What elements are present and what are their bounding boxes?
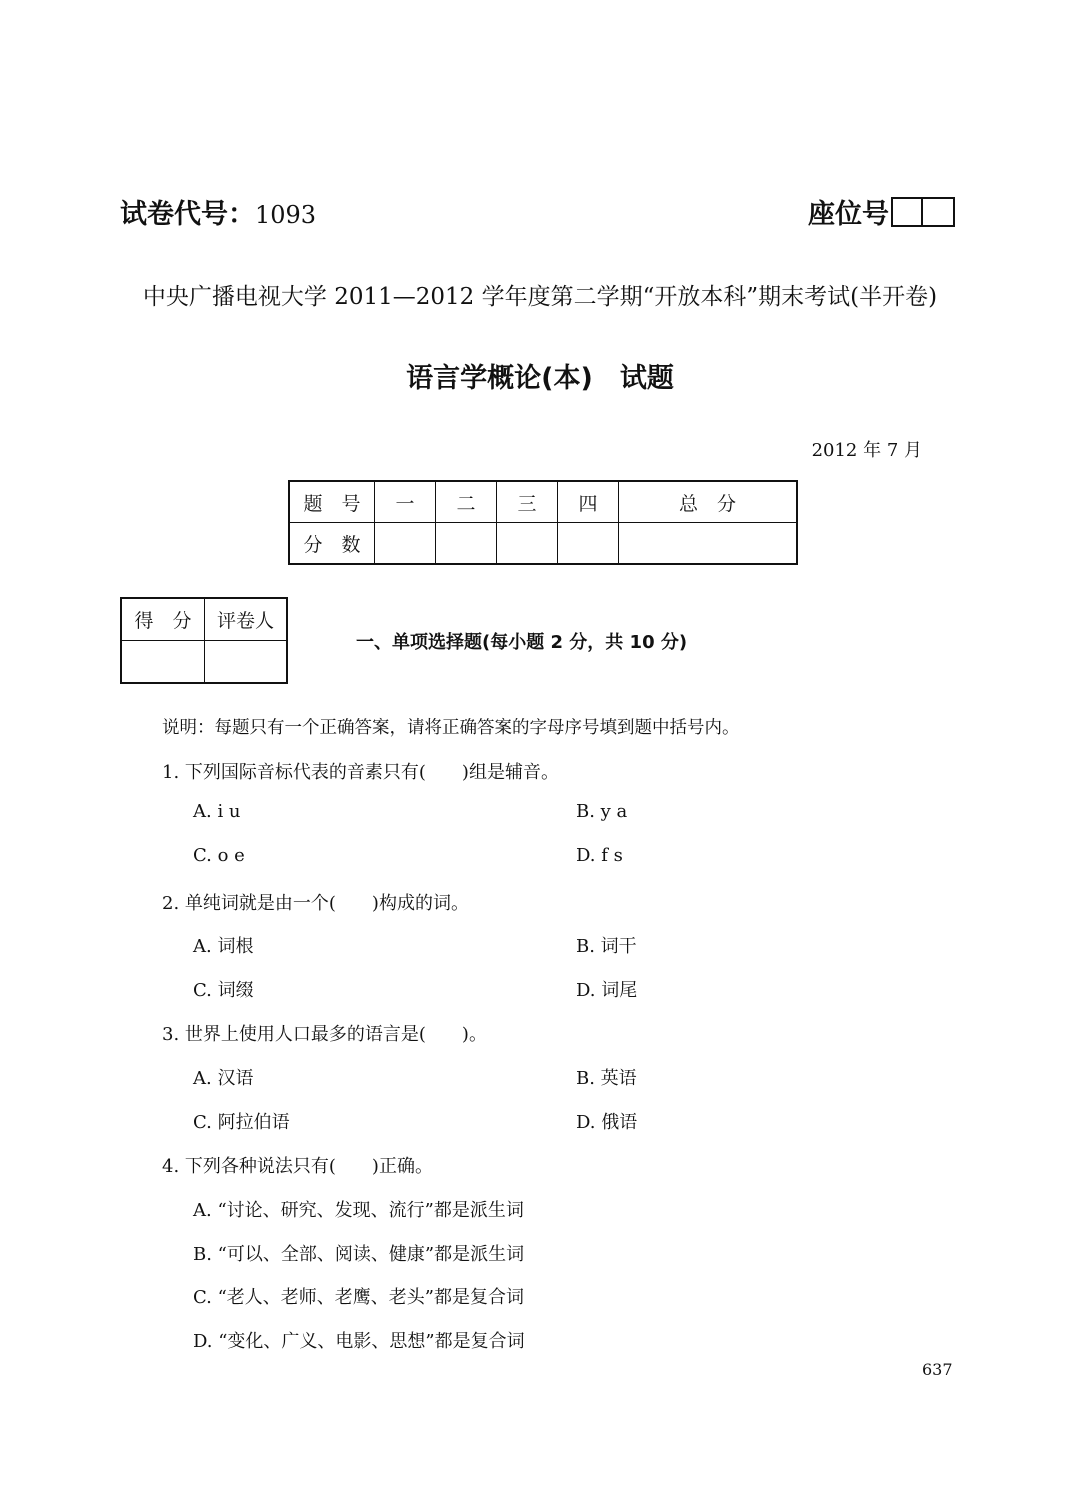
score-table-cell: 一: [375, 481, 436, 523]
option: D. 俄语: [576, 1112, 638, 1133]
score-cell-empty: [375, 523, 436, 565]
option: A. “讨论、研究、发现、流行”都是派生词: [193, 1200, 524, 1221]
question-stem: 2. 单纯词就是由一个( )构成的词。: [162, 893, 469, 914]
instruction: 说明：每题只有一个正确答案，请将正确答案的字母序号填到题中括号内。: [162, 718, 740, 738]
score-table-cell: 四: [558, 481, 619, 523]
score-cell-empty: [619, 523, 797, 565]
score-table-header-row: [289, 481, 797, 523]
exam-date: 2012 年 7 月: [811, 440, 922, 461]
question-stem: 4. 下列各种说法只有( )正确。: [162, 1156, 433, 1177]
question-stem: 1. 下列国际音标代表的音素只有( )组是辅音。: [162, 762, 559, 783]
grader-cell-empty: [121, 641, 204, 684]
seat-label: 座位号: [808, 199, 889, 230]
paper-code-number: 1093: [255, 201, 317, 229]
section-title: 一、单项选择题(每小题 2 分，共 10 分): [356, 632, 688, 653]
grader-cell-empty: [204, 641, 287, 684]
grader-table: [120, 597, 288, 684]
grader-table-empty-row: [121, 641, 287, 684]
seat-number: [808, 192, 955, 231]
option: B. “可以、全部、阅读、健康”都是派生词: [193, 1244, 525, 1265]
subject-title: 语言学概论(本) 试题: [406, 363, 674, 394]
option: D. f s: [576, 845, 623, 866]
score-table-cell: 题 号: [289, 481, 375, 523]
score-table-score-row: [289, 523, 797, 565]
option: B. 英语: [576, 1068, 637, 1089]
paper-code: [120, 192, 316, 231]
option: B. y a: [576, 801, 628, 822]
score-table-cell: 三: [497, 481, 558, 523]
seat-box: [923, 197, 955, 227]
question-stem: 3. 世界上使用人口最多的语言是( )。: [162, 1024, 487, 1045]
option: A. 词根: [193, 936, 254, 957]
score-cell-empty: [497, 523, 558, 565]
score-table: [288, 480, 798, 565]
exam-title: 中央广播电视大学 2011—2012 学年度第二学期“开放本科”期末考试(半开卷): [142, 284, 938, 310]
score-table-cell: 总 分: [619, 481, 797, 523]
seat-boxes: [891, 197, 955, 227]
page-number: 637: [922, 1360, 953, 1379]
seat-box: [891, 197, 923, 227]
grader-table-header-row: [121, 598, 287, 641]
score-table-cell: 分 数: [289, 523, 375, 565]
score-cell-empty: [558, 523, 619, 565]
option: B. 词干: [576, 936, 637, 957]
option: C. 阿拉伯语: [193, 1112, 290, 1133]
option: C. “老人、老师、老鹰、老头”都是复合词: [193, 1287, 524, 1308]
option: D. “变化、广义、电影、思想”都是复合词: [193, 1331, 525, 1352]
paper-code-label: 试卷代号：: [120, 199, 255, 230]
score-table-cell: 二: [436, 481, 497, 523]
score-cell-empty: [436, 523, 497, 565]
grader-label: 评卷人: [204, 598, 287, 641]
option: C. 词缀: [193, 980, 254, 1001]
grader-score-label: 得 分: [121, 598, 204, 641]
option: A. 汉语: [193, 1068, 254, 1089]
option: D. 词尾: [576, 980, 638, 1001]
option: C. o e: [193, 845, 245, 866]
option: A. i u: [193, 801, 241, 822]
